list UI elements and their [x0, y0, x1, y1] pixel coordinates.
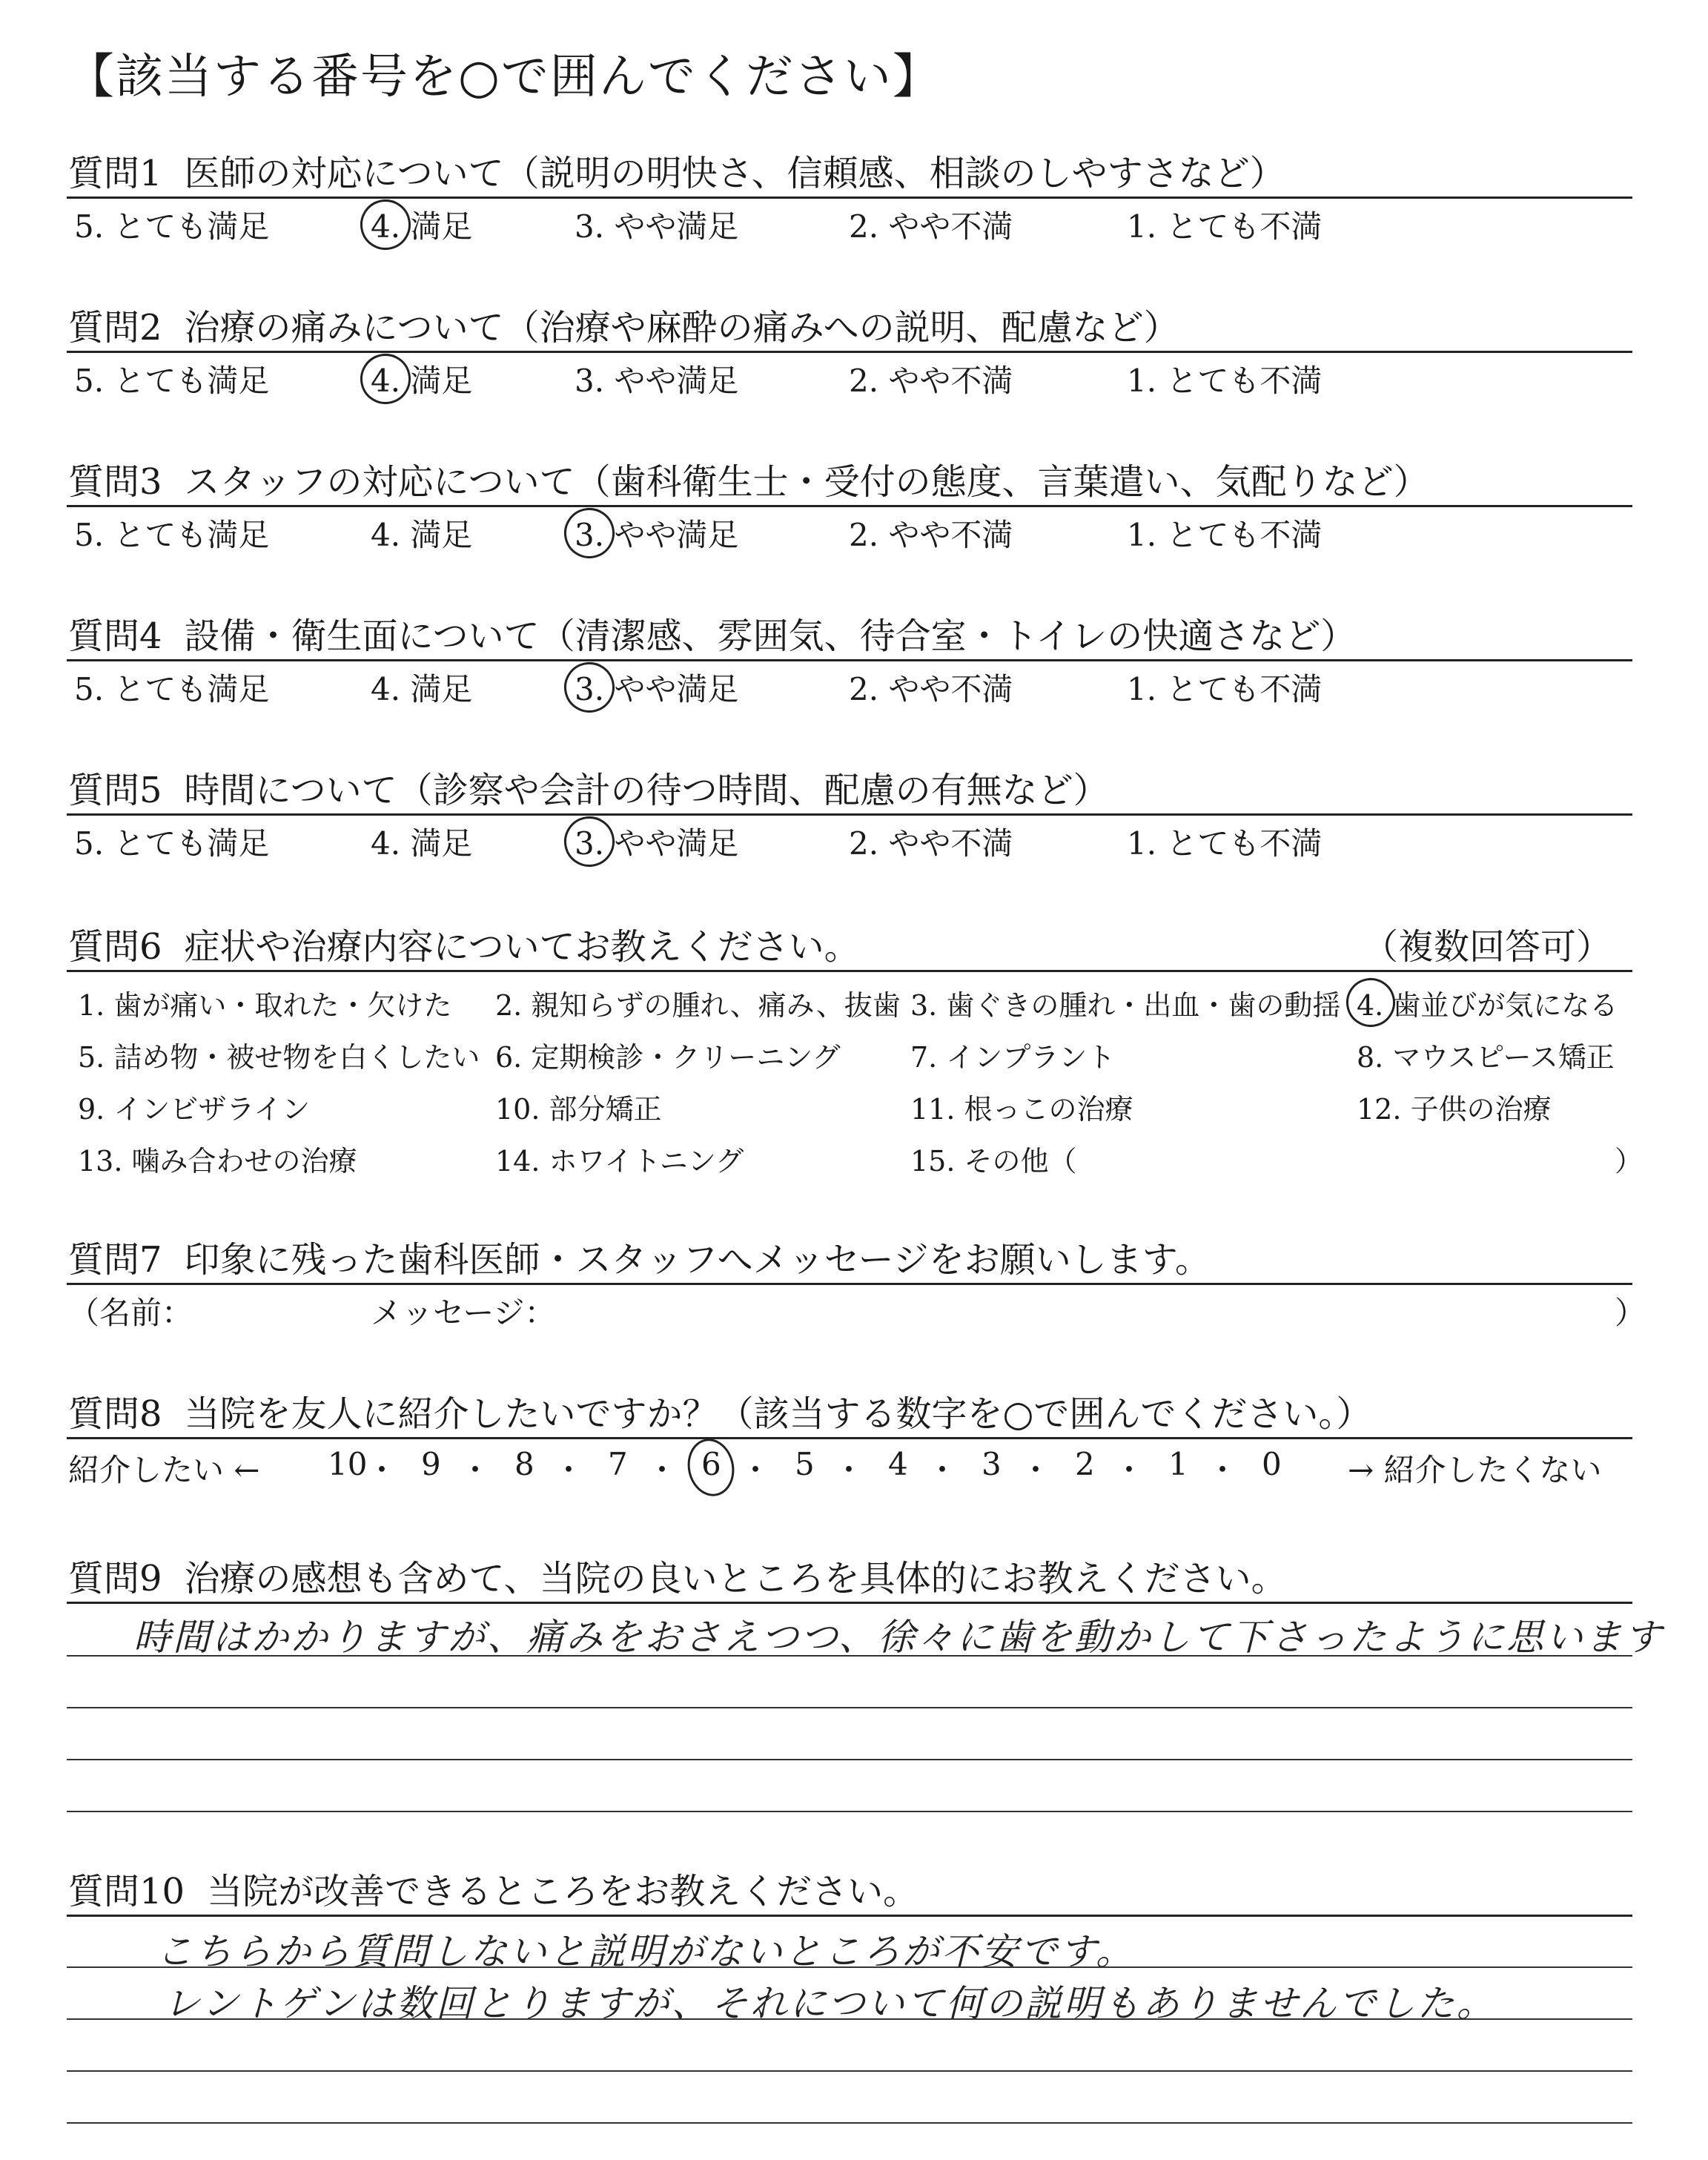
q9-writing-line — [67, 1811, 1632, 1812]
rating-option[interactable]: 4. 満足 — [371, 517, 473, 553]
q8-scale-separator: ・ — [646, 1452, 678, 1488]
question-text: 時間について（診察や会計の待つ時間、配慮の有無など） — [184, 770, 1109, 811]
q8-scale-separator: ・ — [553, 1452, 585, 1488]
q8-scale-separator: ・ — [366, 1452, 398, 1488]
q9-text: 治療の感想も含めて、当院の良いところを具体的にお教えください。 — [184, 1558, 1287, 1599]
rating-option[interactable]: 1. とても不満 — [1127, 363, 1323, 399]
q10-writing-line — [67, 1966, 1632, 1968]
q8-right-label: → 紹介したくない — [1348, 1452, 1602, 1488]
q7-text: 印象に残った歯科医師・スタッフへメッセージをお願いします。 — [184, 1239, 1211, 1281]
q8-scale-separator: ・ — [1207, 1452, 1239, 1488]
q9-writing-line — [67, 1759, 1632, 1760]
rating-option[interactable]: 4. 満足 — [371, 208, 473, 245]
q8-scale-value[interactable]: 3 — [982, 1446, 1002, 1482]
rating-option[interactable]: 4. 満足 — [371, 363, 473, 399]
page-header: 【該当する番号を○で囲んでください】 — [67, 50, 941, 105]
q6-option[interactable]: 15. その他（ — [910, 1145, 1077, 1178]
question-number: 質問5 — [68, 770, 162, 811]
q8-scale-separator: ・ — [833, 1452, 865, 1488]
q9-writing-line — [67, 1655, 1632, 1657]
q10-text: 当院が改善できるところをお教えください。 — [207, 1871, 919, 1912]
q8-scale-value[interactable]: 5 — [795, 1446, 815, 1482]
q8-title — [68, 1385, 1371, 1436]
rating-option[interactable]: 2. やや不満 — [849, 363, 1013, 399]
q6-title — [68, 918, 860, 969]
q6-option[interactable]: 2. 親知らずの腫れ、痛み、抜歯 — [495, 989, 901, 1022]
q8-scale-value[interactable]: 9 — [421, 1446, 441, 1482]
question-text: 治療の痛みについて（治療や麻酔の痛みへの説明、配慮など） — [184, 307, 1179, 349]
q6-option[interactable]: 12. 子供の治療 — [1357, 1093, 1552, 1126]
q8-scale-separator: ・ — [460, 1452, 491, 1488]
q8-text: 当院を友人に紹介したいですか？（該当する数字を○で囲んでください。） — [184, 1393, 1372, 1435]
q8-scale-value[interactable]: 4 — [888, 1446, 908, 1482]
q8-scale-value[interactable]: 7 — [608, 1446, 628, 1482]
q3-title — [68, 453, 1429, 504]
rating-option[interactable]: 3. やや満足 — [575, 517, 739, 553]
q8-left-label: 紹介したい ← — [68, 1452, 260, 1488]
question-rule — [67, 659, 1632, 661]
rating-option[interactable]: 4. 満足 — [371, 671, 473, 707]
rating-option[interactable]: 2. やや不満 — [849, 208, 1013, 245]
q6-option[interactable]: 13. 噛み合わせの治療 — [78, 1145, 357, 1178]
question-number: 質問3 — [68, 461, 162, 503]
q8-scale-separator: ・ — [740, 1452, 772, 1488]
q8-scale-value[interactable]: 2 — [1075, 1446, 1095, 1482]
q6-option[interactable]: 6. 定期検診・クリーニング — [495, 1041, 841, 1074]
rating-option[interactable]: 5. とても満足 — [74, 517, 270, 553]
q6-option[interactable]: 3. 歯ぐきの腫れ・出血・歯の動揺 — [910, 989, 1341, 1022]
q8-scale-separator: ・ — [1113, 1452, 1145, 1488]
q6-option[interactable]: 11. 根っこの治療 — [910, 1093, 1133, 1126]
question-text: 設備・衛生面について（清潔感、雰囲気、待合室・トイレの快適さなど） — [184, 615, 1357, 657]
q10-handwritten-line-1: こちらから質問しないと説明がないところが不安です。 — [156, 1930, 1135, 1973]
q10-handwritten-line-2: レントゲンは数回とりますが、それについて何の説明もありませんでした。 — [163, 1982, 1496, 2025]
question-rule — [67, 196, 1632, 199]
q10-title — [68, 1863, 918, 1914]
q5-title — [68, 762, 1109, 813]
q6-note: （複数回答可） — [1363, 926, 1612, 968]
q10-writing-line — [67, 2070, 1632, 2072]
q8-number: 質問8 — [68, 1393, 162, 1435]
rating-option[interactable]: 3. やや満足 — [575, 825, 739, 862]
q6-option[interactable]: 9. インビザライン — [78, 1093, 311, 1126]
rating-option[interactable]: 1. とても不満 — [1127, 517, 1323, 553]
q10-rule — [67, 1915, 1632, 1917]
question-number: 質問2 — [68, 307, 162, 349]
q6-option[interactable]: 8. マウスピース矯正 — [1357, 1041, 1615, 1074]
q2-title — [68, 299, 1179, 350]
q8-scale-separator: ・ — [927, 1452, 959, 1488]
q6-other-close-paren: ） — [1615, 1145, 1644, 1178]
q7-name-label: （名前： — [68, 1295, 193, 1331]
q1-title — [68, 145, 1285, 196]
q8-scale-value[interactable]: 1 — [1168, 1446, 1188, 1482]
rating-option[interactable]: 1. とても不満 — [1127, 208, 1323, 245]
question-text: スタッフの対応について（歯科衛生士・受付の態度、言葉遣い、気配りなど） — [184, 461, 1429, 503]
rating-option[interactable]: 3. やや満足 — [575, 208, 739, 245]
q7-rule — [67, 1283, 1632, 1285]
rating-option[interactable]: 5. とても満足 — [74, 671, 270, 707]
q7-message-label: メッセージ： — [371, 1295, 556, 1331]
q7-title — [68, 1231, 1211, 1282]
q6-option[interactable]: 10. 部分矯正 — [495, 1093, 662, 1126]
rating-option[interactable]: 5. とても満足 — [74, 363, 270, 399]
question-rule — [67, 813, 1632, 816]
q9-writing-line — [67, 1707, 1632, 1708]
rating-option[interactable]: 4. 満足 — [371, 825, 473, 862]
rating-option[interactable]: 1. とても不満 — [1127, 671, 1323, 707]
rating-option[interactable]: 3. やや満足 — [575, 363, 739, 399]
q6-text: 症状や治療内容についてお教えください。 — [184, 926, 860, 968]
q7-close-paren: ） — [1615, 1295, 1646, 1331]
q8-scale-value[interactable]: 6 — [701, 1446, 721, 1482]
q6-rule — [67, 970, 1632, 972]
q10-writing-line — [67, 2122, 1632, 2124]
rating-option[interactable]: 5. とても満足 — [74, 208, 270, 245]
q8-rule — [67, 1437, 1632, 1439]
q6-option[interactable]: 7. インプラント — [910, 1041, 1116, 1074]
q6-number: 質問6 — [68, 926, 162, 968]
question-rule — [67, 505, 1632, 507]
rating-option[interactable]: 2. やや不満 — [849, 671, 1013, 707]
q6-option[interactable]: 1. 歯が痛い・取れた・欠けた — [78, 989, 452, 1022]
q10-number: 質問10 — [68, 1871, 185, 1912]
q10-writing-line — [67, 2018, 1632, 2020]
rating-option[interactable]: 1. とても不満 — [1127, 825, 1323, 862]
q8-scale-value[interactable]: 8 — [514, 1446, 534, 1482]
question-text: 医師の対応について（説明の明快さ、信頼感、相談のしやすさなど） — [184, 153, 1285, 194]
rating-option[interactable]: 3. やや満足 — [575, 671, 739, 707]
q9-rule — [67, 1602, 1632, 1604]
q9-handwritten-answer: 時間はかかりますが、痛みをおさえつつ、徐々に歯を動かして下さったように思います — [133, 1616, 1664, 1659]
q6-option[interactable]: 4. 歯並びが気になる — [1357, 989, 1618, 1022]
q9-number: 質問9 — [68, 1558, 162, 1599]
q6-option[interactable]: 5. 詰め物・被せ物を白くしたい — [78, 1041, 480, 1074]
selection-circle — [683, 1434, 740, 1500]
rating-option[interactable]: 2. やや不満 — [849, 825, 1013, 862]
q8-scale-value[interactable]: 10 — [328, 1446, 368, 1482]
rating-option[interactable]: 2. やや不満 — [849, 517, 1013, 553]
q4-title — [68, 607, 1356, 658]
q7-number: 質問7 — [68, 1239, 162, 1281]
q9-title — [68, 1550, 1287, 1601]
rating-option[interactable]: 5. とても満足 — [74, 825, 270, 862]
question-number: 質問4 — [68, 615, 162, 657]
q8-scale-separator: ・ — [1020, 1452, 1052, 1488]
question-rule — [67, 351, 1632, 353]
question-number: 質問1 — [68, 153, 162, 194]
q8-scale-value[interactable]: 0 — [1262, 1446, 1282, 1482]
q6-option[interactable]: 14. ホワイトニング — [495, 1145, 744, 1178]
